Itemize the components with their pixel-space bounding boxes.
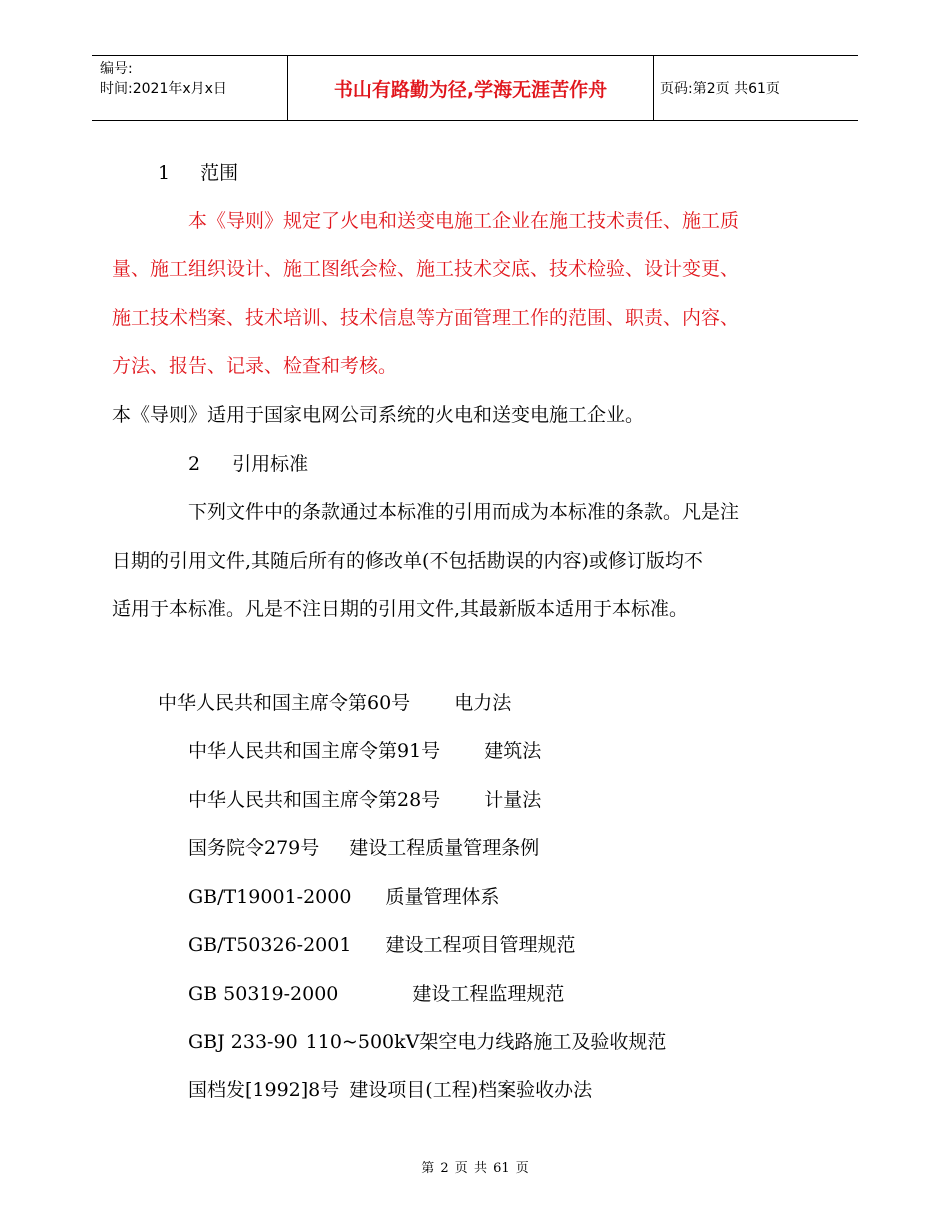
section-1-number: 1 <box>158 162 171 184</box>
reference-title: 建设工程监理规范 <box>412 983 565 1005</box>
reference-code: 中华人民共和国主席令第91号 <box>188 740 441 762</box>
header-page-info: 页码:第2页 共61页 <box>660 81 780 97</box>
applicability-statement: 本《导则》适用于国家电网公司系统的火电和送变电施工企业。 <box>112 404 645 426</box>
document-time: 时间:2021年x月x日 <box>100 81 227 97</box>
reference-item <box>188 981 564 1007</box>
reference-title: 计量法 <box>484 789 542 811</box>
scope-paragraph-line-2: 量、施工组织设计、施工图纸会检、施工技术交底、技术检验、设计变更、 <box>112 258 740 280</box>
reference-code: 国务院令279号 <box>188 837 320 859</box>
reference-code: GBJ 233-90 <box>188 1031 298 1053</box>
page-footer <box>0 1157 950 1176</box>
section-2-title: 引用标准 <box>232 453 309 475</box>
header-meta <box>100 59 286 99</box>
reference-title: 建筑法 <box>484 740 542 762</box>
header-motto: 书山有路勤为径,学海无涯苦作舟 <box>287 56 654 120</box>
reference-title: 建设工程项目管理规范 <box>385 934 576 956</box>
intro-line-3: 适用于本标准。凡是不注日期的引用文件,其最新版本适用于本标准。 <box>112 598 689 620</box>
reference-title: 110~500kV架空电力线路施工及验收规范 <box>305 1031 667 1053</box>
scope-paragraph-line-1: 本《导则》规定了火电和送变电施工企业在施工技术责任、施工质 <box>188 210 740 232</box>
reference-item <box>188 884 499 910</box>
section-1-title: 范围 <box>200 162 239 184</box>
footer-word-ye: 页 <box>454 1161 468 1176</box>
reference-item <box>188 787 541 813</box>
footer-word-gong: 共 <box>473 1161 487 1176</box>
document-number-label: 编号: <box>100 61 133 77</box>
reference-code: GB 50319-2000 <box>188 983 339 1005</box>
intro-line-2: 日期的引用文件,其随后所有的修改单(不包括勘误的内容)或修订版均不 <box>112 550 703 572</box>
reference-code: 中华人民共和国主席令第60号 <box>158 692 411 714</box>
reference-item <box>188 835 539 861</box>
scope-paragraph-line-3: 施工技术档案、技术培训、技术信息等方面管理工作的范围、职责、内容、 <box>112 307 740 329</box>
reference-code: 中华人民共和国主席令第28号 <box>188 789 441 811</box>
reference-item <box>188 1077 592 1103</box>
footer-page-number: 2 <box>440 1161 449 1176</box>
reference-item <box>158 690 511 716</box>
section-1-heading <box>158 160 238 186</box>
reference-item <box>188 738 541 764</box>
scope-paragraph-line-4: 方法、报告、记录、检查和考核。 <box>112 355 398 377</box>
footer-total-pages: 61 <box>493 1161 510 1176</box>
reference-title: 建设项目(工程)档案验收办法 <box>349 1079 593 1101</box>
section-2-number: 2 <box>188 453 201 475</box>
reference-title: 质量管理体系 <box>385 886 500 908</box>
reference-item <box>188 932 575 958</box>
reference-code: GB/T19001-2000 <box>188 886 352 908</box>
reference-item <box>188 1029 666 1055</box>
reference-title: 电力法 <box>454 692 512 714</box>
reference-title: 建设工程质量管理条例 <box>349 837 540 859</box>
footer-word-ye-2: 页 <box>515 1161 529 1176</box>
intro-line-1: 下列文件中的条款通过本标准的引用而成为本标准的条款。凡是注 <box>188 501 740 523</box>
page-header <box>92 55 858 121</box>
section-2-heading <box>188 451 308 477</box>
reference-code: GB/T50326-2001 <box>188 934 352 956</box>
reference-code: 国档发[1992]8号 <box>188 1079 340 1101</box>
footer-word-di: 第 <box>421 1161 435 1176</box>
